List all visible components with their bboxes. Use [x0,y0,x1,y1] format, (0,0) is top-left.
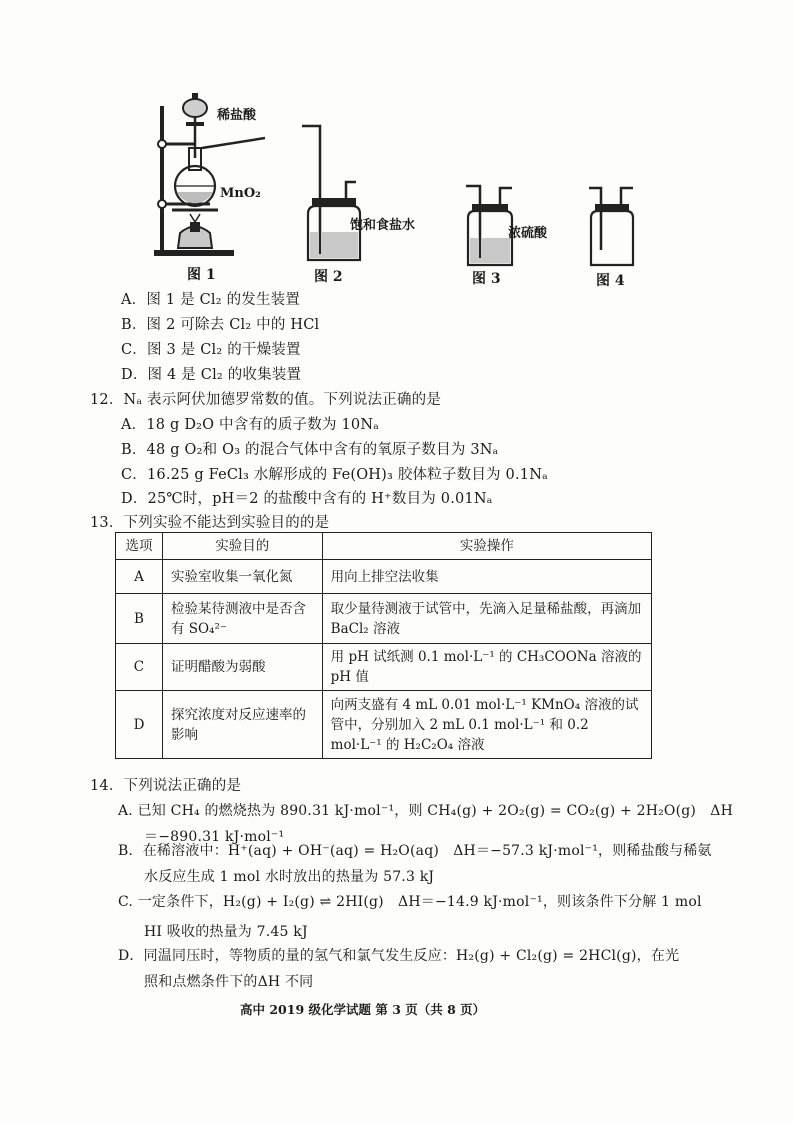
table-cell-operation: 向两支盛有 4 mL 0.01 mol·L⁻¹ KMnO₄ 溶液的试管中，分别加入 2 mL 0.1 mol·L⁻¹ 和 0.2 mol·L⁻¹ 的 H₂C₂O₄ 溶液 [322,691,651,759]
table-cell-operation: 取少量待测液于试管中，先滴入足量稀盐酸，再滴加 BaCl₂ 溶液 [322,594,651,644]
table-header-cell: 选项 [116,533,163,560]
table-cell-purpose: 检验某待测液中是否含有 SO₄²⁻ [162,594,322,644]
fig1-flask-label: MnO₂ [220,186,261,201]
figure-4-collection-bottle [585,180,645,270]
fig1-caption: 图 1 [187,267,216,283]
q12-option-c: C．16.25 g FeCl₃ 水解形成的 Fe(OH)₃ 胶体粒子数目为 0.1Nₐ [121,467,548,483]
figure-2-wash-bottle [300,120,370,265]
fig1-funnel-label: 稀盐酸 [217,108,257,123]
fig4-caption: 图 4 [596,273,625,289]
q14-line-b1: B．在稀溶液中：H⁺(aq) + OH⁻(aq) = H₂O(aq) ΔH＝−57.3 kJ·mol⁻¹，则稀盐酸与稀氨 [118,843,712,859]
page-footer: 高中 2019 级化学试题 第 3 页（共 8 页） [240,1002,486,1017]
q14-stem: 14．下列说法正确的是 [90,778,242,794]
q11-option-c: C．图 3 是 Cl₂ 的干燥装置 [121,342,301,358]
q11-option-d: D．图 4 是 Cl₂ 的收集装置 [121,367,302,383]
table-cell-option: A [116,560,163,594]
q11-option-b: B．图 2 可除去 Cl₂ 中的 HCl [121,317,320,333]
q14-line-b2: 水反应生成 1 mol 水时放出的热量为 57.3 kJ [144,869,435,885]
q12-option-a: A．18 g D₂O 中含有的质子数为 10Nₐ [121,417,379,433]
fig3-caption: 图 3 [472,271,501,287]
q14-line-c1: C. 一定条件下，H₂(g) + I₂(g) ⇌ 2HI(g) ΔH＝−14.9 kJ·mol⁻¹，则该条件下分解 1 mol [118,894,702,910]
table-cell-purpose: 证明醋酸为弱酸 [162,644,322,691]
table-header-cell: 实验操作 [322,533,651,560]
q14-line-d2: 照和点燃条件下的ΔH 不同 [144,974,314,990]
table-cell-option: D [116,691,163,759]
table-cell-operation: 用向上排空法收集 [322,560,651,594]
q13-stem: 13．下列实验不能达到实验目的的是 [90,515,330,531]
table-cell-option: B [116,594,163,644]
table-header-cell: 实验目的 [162,533,322,560]
fig2-caption: 图 2 [314,269,343,285]
q14-line-c2: HI 吸收的热量为 7.45 kJ [144,924,308,940]
fig3-label: 浓硫酸 [508,226,548,241]
table-cell-purpose: 实验室收集一氧化氮 [162,560,322,594]
q11-option-a: A．图 1 是 Cl₂ 的发生装置 [121,292,301,308]
table-cell-purpose: 探究浓度对反应速率的影响 [162,691,322,759]
fig2-label: 饱和食盐水 [350,218,416,233]
q12-stem: 12．Nₐ 表示阿伏加德罗常数的值。下列说法正确的是 [90,392,442,408]
q12-option-b: B．48 g O₂和 O₃ 的混合气体中含有的氧原子数目为 3Nₐ [121,442,499,458]
q14-line-a1: A. 已知 CH₄ 的燃烧热为 890.31 kJ·mol⁻¹，则 CH₄(g) + 2O₂(g) = CO₂(g) + 2H₂O(g) ΔH [118,803,734,819]
table-row [116,560,652,594]
q13-experiment-table [115,532,652,759]
table-row [116,594,652,644]
table-row [116,644,652,691]
table-header-row [116,533,652,560]
q14-line-d1: D．同温同压时，等物质的量的氢气和氯气发生反应：H₂(g) + Cl₂(g) = 2HCl(g)，在光 [118,948,680,964]
table-cell-option: C [116,644,163,691]
table-row [116,691,652,759]
q14-line-a2: ＝−890.31 kJ·mol⁻¹ [144,829,285,845]
table-cell-operation: 用 pH 试纸测 0.1 mol·L⁻¹ 的 CH₃COONa 溶液的 pH 值 [322,644,651,691]
q12-option-d: D．25℃时，pH＝2 的盐酸中含有的 H⁺数目为 0.01Nₐ [121,491,493,507]
